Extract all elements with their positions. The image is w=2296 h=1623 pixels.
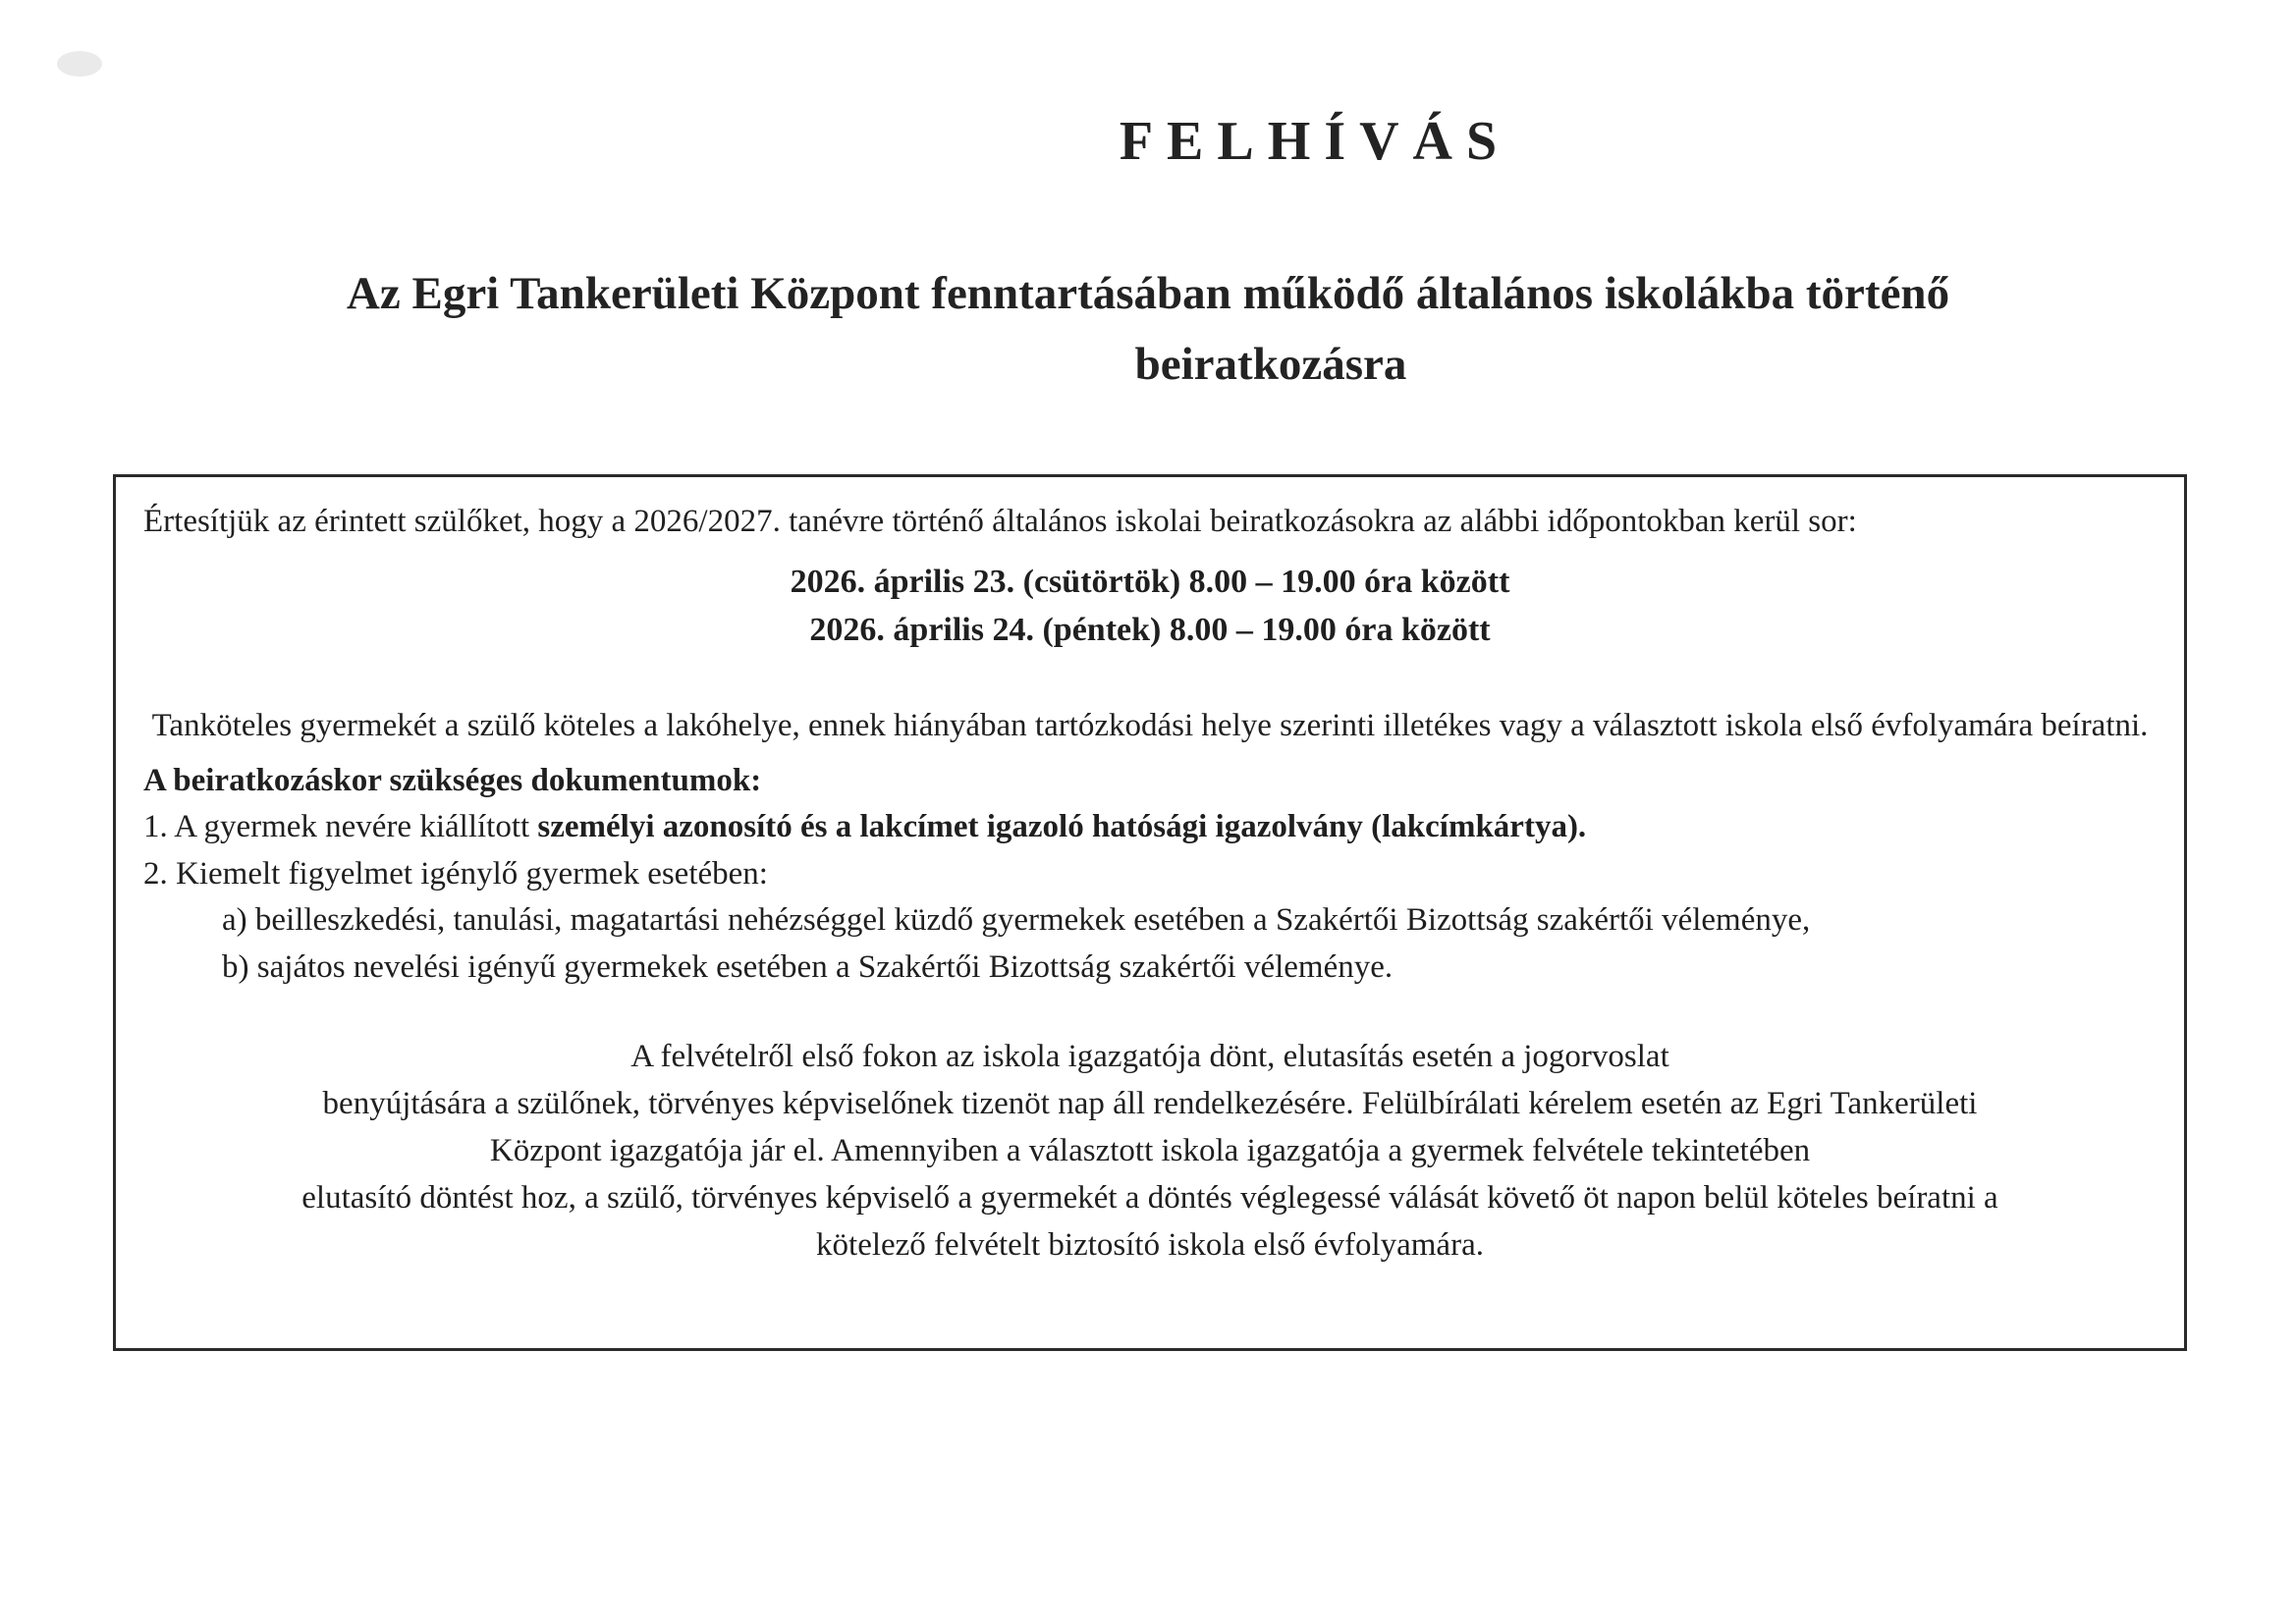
appeal-line-1: A felvételről első fokon az iskola igazgatója dönt, elutasítás esetén a jogorvoslat (630, 1039, 1669, 1075)
appeal-line-3: Központ igazgatója jár el. Amennyiben a választott iskola igazgatója a gyermek felvétele tekintetében (489, 1133, 1811, 1169)
appeal-line-2: benyújtására a szülőnek, törvényes képviselőnek tizenöt nap áll rendelkezésére. Felülbírálati kérelem esetén az Egri Tankerületi (322, 1086, 1978, 1122)
appeal-line-5: kötelező felvételt biztosító iskola első évfolyamára. (816, 1227, 1484, 1264)
scan-artifact (57, 51, 102, 77)
appeal-paragraph (143, 1034, 2157, 1270)
intro-paragraph: Értesítjük az érintett szülőket, hogy a 2026/2027. tanévre történő általános iskolai beiratkozásokra az alábbi időpontokban kerül sor: (143, 504, 1857, 539)
notice-box (113, 474, 2187, 1351)
appeal-line-4: elutasító döntést hoz, a szülő, törvényes képviselő a gyermekét a döntés véglegessé válását követő öt napon belül köteles beíratni a (301, 1180, 1998, 1217)
enrollment-date-1: 2026. április 23. (csütörtök) 8.00 – 19.00 óra között (790, 563, 1510, 600)
enrollment-date-2: 2026. április 24. (péntek) 8.00 – 19.00 óra között (809, 611, 1491, 648)
enrollment-dates (143, 558, 2157, 655)
document-list-item-2 (143, 851, 2157, 898)
document-list-item-2a: a) beilleszkedési, tanulási, magatartási nehézséggel küzdő gyermekek esetében a Szakértői Bizottság szakértői véleménye, (222, 902, 1811, 939)
document-list-item-2b: b) sajátos nevelési igényű gyermekek esetében a Szakértői Bizottság szakértői véleménye. (222, 948, 1394, 985)
document-list-item-1 (143, 804, 2157, 851)
document-title: FELHÍVÁS (1119, 111, 1511, 172)
document-subtitle-line1: Az Egri Tankerületi Központ fenntartásában működő általános iskolákba történő (346, 268, 1950, 319)
obligation-paragraph: Tanköteles gyermekét a szülő köteles a lakóhelye, ennek hiányában tartózkodási helye szerinti illetékes vagy a választott iskola első évfolyamára beíratni. (151, 708, 2149, 744)
documents-heading: A beiratkozáskor szükséges dokumentumok: (143, 762, 762, 798)
document-subtitle-line2: beiratkozásra (1134, 339, 1407, 390)
item1-bold-text: személyi azonosító és a lakcímet igazoló hatósági igazolvány (lakcímkártya). (537, 809, 1587, 845)
item2-number: 2. (143, 855, 168, 892)
item1-number: 1. (143, 809, 168, 845)
item1-text: A gyermek nevére kiállított (174, 809, 538, 845)
item2-text: Kiemelt figyelmet igénylő gyermek esetében: (176, 855, 768, 892)
